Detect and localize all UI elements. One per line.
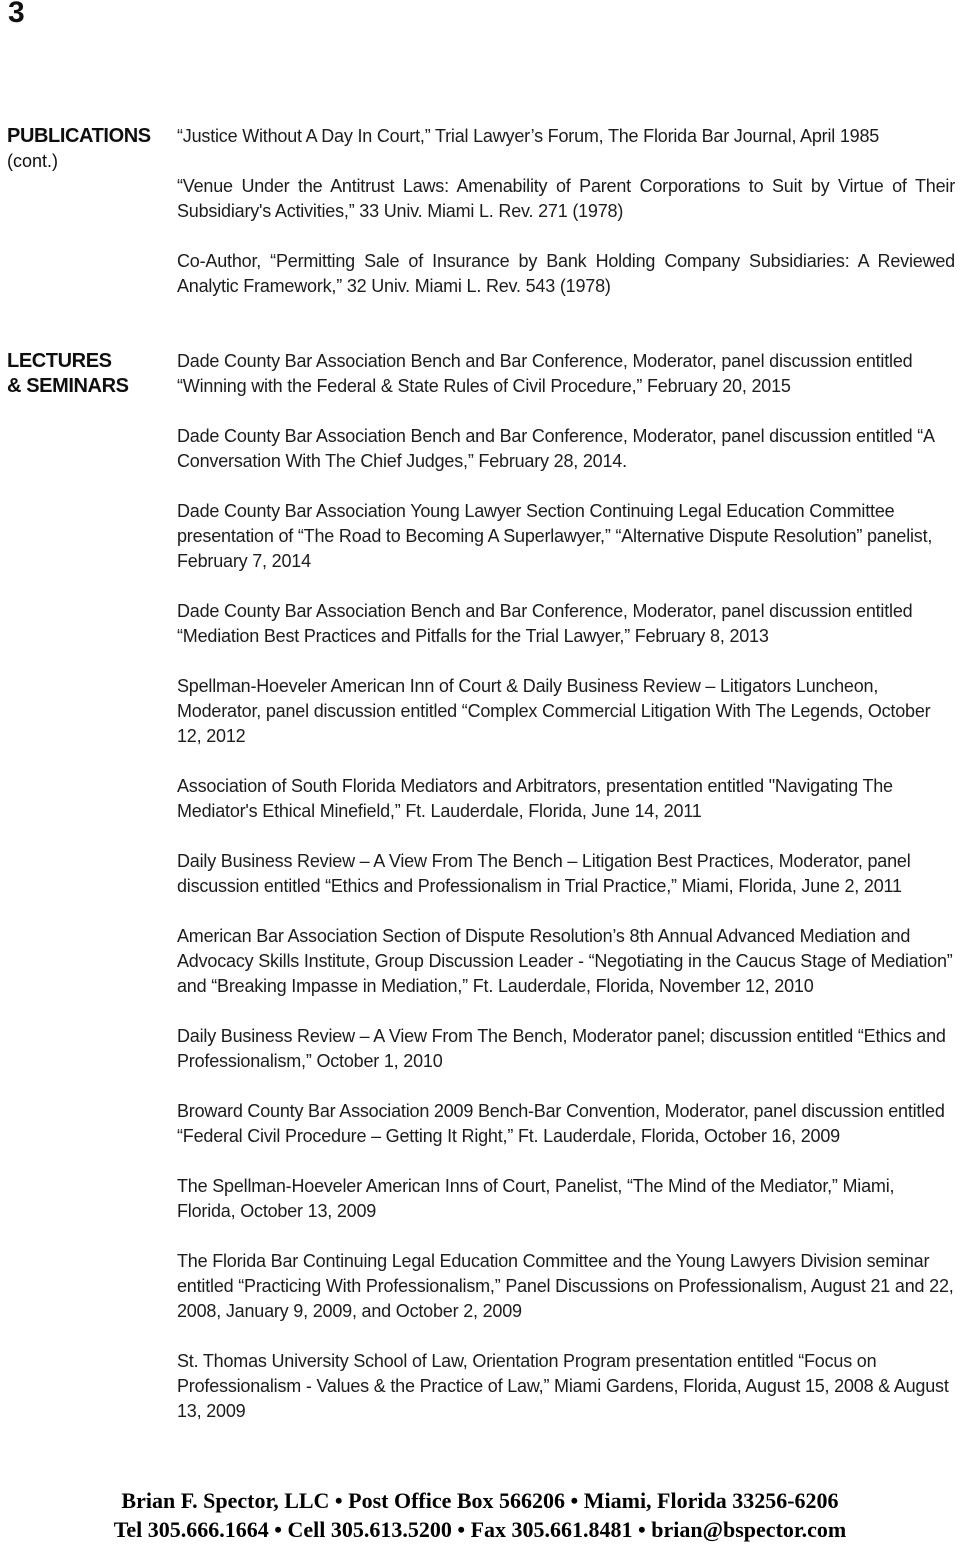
publication-entry: Co-Author, “Permitting Sale of Insurance by Bank Holding Company Subsidiaries: A Reviewed Analytic Framework,” 32 Univ. Miami L. Rev. 543 (1978) [177,251,955,296]
lecture-entry: Association of South Florida Mediators and Arbitrators, presentation entitled "Navigating The Mediator's Ethical Minefield,” Ft. Lauderdale, Florida, June 14, 2011 [177,776,893,821]
footer-address-line: Brian F. Spector, LLC • Post Office Box 566206 • Miami, Florida 33256-6206 [121,1488,839,1513]
publications-section [7,124,955,324]
page-content [7,124,955,1449]
lecture-entry: Dade County Bar Association Young Lawyer Section Continuing Legal Education Committee presentation of “The Road to Becoming A Superlawyer,” “Alternative Dispute Resolution” panelist, February 7, 2014 [177,501,933,571]
lectures-list [177,349,955,1449]
publication-entry: “Justice Without A Day In Court,” Trial Lawyer’s Forum, The Florida Bar Journal, April 1985 [177,126,880,146]
page-number: 3 [8,0,25,29]
publications-heading-cont: (cont.) [7,151,59,171]
lectures-heading-subtitle: & SEMINARS [7,375,129,397]
lectures-section [7,349,955,1449]
lectures-heading-title: LECTURES [7,350,112,372]
lecture-entry: Daily Business Review – A View From The Bench – Litigation Best Practices, Moderator, panel discussion entitled “Ethics and Professionalism in Trial Practice,” Miami, Florida, June 2, 2011 [177,851,911,896]
lecture-entry: The Florida Bar Continuing Legal Education Committee and the Young Lawyers Division seminar entitled “Practicing With Professionalism,” Panel Discussions on Professionalism, August 21 and 22, 2008, January 9, 2009, and October 2, 2009 [177,1251,954,1321]
lecture-entry: American Bar Association Section of Dispute Resolution’s 8th Annual Advanced Mediation and Advocacy Skills Institute, Group Discussion Leader - “Negotiating in the Caucus Stage of Mediation” and “Breaking Impasse in Mediation,” Ft. Lauderdale, Florida, November 12, 2010 [177,926,953,996]
lectures-heading [7,349,177,1449]
footer-contact-line: Tel 305.666.1664 • Cell 305.613.5200 • Fax 305.661.8481 • brian@bspector.com [113,1517,847,1542]
publications-heading-title: PUBLICATIONS [7,125,151,147]
lecture-entry: St. Thomas University School of Law, Orientation Program presentation entitled “Focus on Professionalism - Values & the Practice of Law,” Miami Gardens, Florida, August 15, 2008 & August 13, 2009 [177,1351,949,1421]
lecture-entry: The Spellman-Hoeveler American Inns of Court, Panelist, “The Mind of the Mediator,” Miami, Florida, October 13, 2009 [177,1176,895,1221]
lecture-entry: Broward County Bar Association 2009 Bench-Bar Convention, Moderator, panel discussion entitled “Federal Civil Procedure – Getting It Right,” Ft. Lauderdale, Florida, October 16, 2009 [177,1101,945,1146]
lecture-entry: Dade County Bar Association Bench and Bar Conference, Moderator, panel discussion entitled “A Conversation With The Chief Judges,” February 28, 2014. [177,426,934,471]
page-footer [0,1486,960,1544]
lecture-entry: Dade County Bar Association Bench and Bar Conference, Moderator, panel discussion entitled “Winning with the Federal & State Rules of Civil Procedure,” February 20, 2015 [177,351,913,396]
lecture-entry: Daily Business Review – A View From The Bench, Moderator panel; discussion entitled “Ethics and Professionalism,” October 1, 2010 [177,1026,946,1071]
publication-entry: “Venue Under the Antitrust Laws: Amenability of Parent Corporations to Suit by Virtue of Their Subsidiary's Activities,” 33 Univ. Miami L. Rev. 271 (1978) [177,176,955,221]
publications-list [177,124,955,324]
publications-heading [7,124,177,324]
lecture-entry: Dade County Bar Association Bench and Bar Conference, Moderator, panel discussion entitled “Mediation Best Practices and Pitfalls for the Trial Lawyer,” February 8, 2013 [177,601,913,646]
lecture-entry: Spellman-Hoeveler American Inn of Court & Daily Business Review – Litigators Luncheon, Moderator, panel discussion entitled “Complex Commercial Litigation With The Legends, October 12, 2012 [177,676,931,746]
